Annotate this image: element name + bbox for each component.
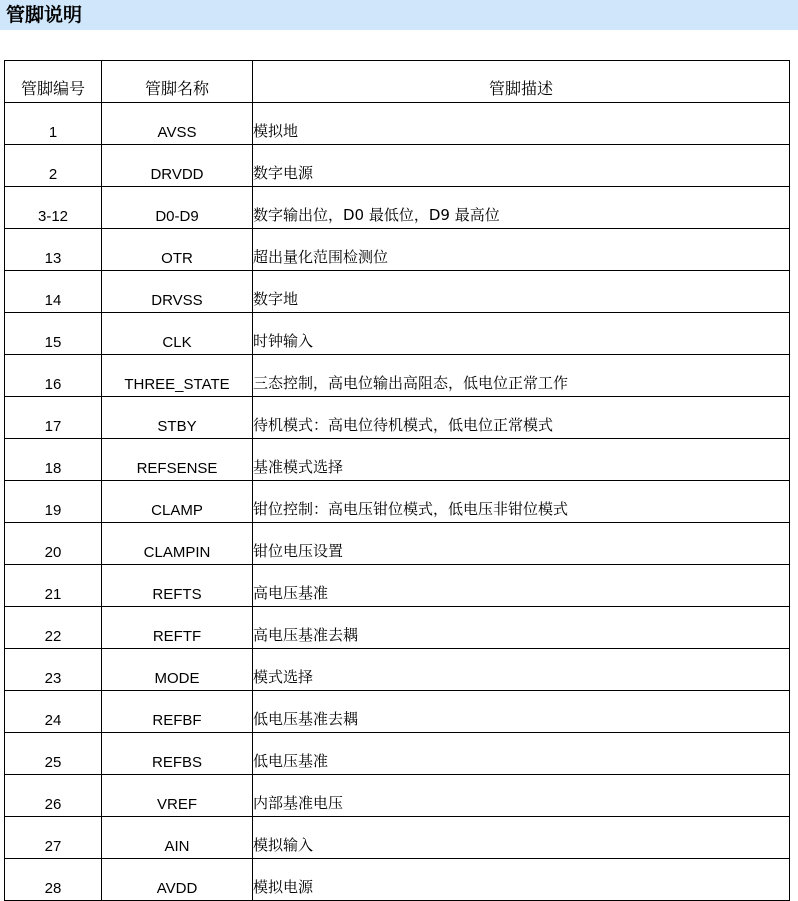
- header-pin-name: 管脚名称: [102, 61, 253, 103]
- pin-description-cell: 数字电源: [253, 145, 790, 187]
- table-row: [5, 859, 790, 901]
- pin-number-cell: 25: [5, 733, 102, 775]
- pin-number-cell: 3-12: [5, 187, 102, 229]
- table-row: [5, 733, 790, 775]
- pin-description-cell: 高电压基准去耦: [253, 607, 790, 649]
- header-pin-number: 管脚编号: [5, 61, 102, 103]
- pin-name-cell: AVSS: [102, 103, 253, 145]
- table-row: [5, 565, 790, 607]
- table-row: [5, 229, 790, 271]
- pin-description-cell: 内部基准电压: [253, 775, 790, 817]
- section-title: 管脚说明: [6, 4, 83, 26]
- pin-number-cell: 20: [5, 523, 102, 565]
- pin-description-cell: 时钟输入: [253, 313, 790, 355]
- pin-name-cell: REFTF: [102, 607, 253, 649]
- pin-table: [4, 60, 790, 901]
- pin-number-cell: 26: [5, 775, 102, 817]
- pin-name-cell: VREF: [102, 775, 253, 817]
- pin-number-cell: 19: [5, 481, 102, 523]
- pin-number-cell: 18: [5, 439, 102, 481]
- pin-description-cell: 超出量化范围检测位: [253, 229, 790, 271]
- pin-number-cell: 21: [5, 565, 102, 607]
- pin-description-cell: 基准模式选择: [253, 439, 790, 481]
- table-row: [5, 607, 790, 649]
- pin-number-cell: 24: [5, 691, 102, 733]
- pin-number-cell: 13: [5, 229, 102, 271]
- pin-name-cell: CLK: [102, 313, 253, 355]
- pin-description-cell: 数字地: [253, 271, 790, 313]
- pin-number-cell: 27: [5, 817, 102, 859]
- pin-description-cell: 高电压基准: [253, 565, 790, 607]
- pin-number-cell: 17: [5, 397, 102, 439]
- table-row: [5, 313, 790, 355]
- pin-description-cell: 三态控制，高电位输出高阻态，低电位正常工作: [253, 355, 790, 397]
- pin-description-cell: 数字输出位，D0 最低位，D9 最高位: [253, 187, 790, 229]
- table-header-row: [5, 61, 790, 103]
- table-row: [5, 817, 790, 859]
- pin-name-cell: AVDD: [102, 859, 253, 901]
- table-row: [5, 481, 790, 523]
- pin-number-cell: 15: [5, 313, 102, 355]
- pin-number-cell: 1: [5, 103, 102, 145]
- pin-description-cell: 低电压基准: [253, 733, 790, 775]
- pin-number-cell: 23: [5, 649, 102, 691]
- pin-name-cell: OTR: [102, 229, 253, 271]
- table-row: [5, 103, 790, 145]
- table-row: [5, 355, 790, 397]
- pin-name-cell: MODE: [102, 649, 253, 691]
- pin-name-cell: DRVDD: [102, 145, 253, 187]
- pin-name-cell: DRVSS: [102, 271, 253, 313]
- table-row: [5, 439, 790, 481]
- pin-description-cell: 钳位电压设置: [253, 523, 790, 565]
- pin-name-cell: THREE_STATE: [102, 355, 253, 397]
- table-row: [5, 271, 790, 313]
- pin-number-cell: 16: [5, 355, 102, 397]
- pin-name-cell: AIN: [102, 817, 253, 859]
- table-row: [5, 775, 790, 817]
- pin-description-cell: 待机模式：高电位待机模式，低电位正常模式: [253, 397, 790, 439]
- table-row: [5, 397, 790, 439]
- pin-number-cell: 28: [5, 859, 102, 901]
- pin-name-cell: D0-D9: [102, 187, 253, 229]
- table-row: [5, 691, 790, 733]
- pin-name-cell: STBY: [102, 397, 253, 439]
- pin-description-cell: 低电压基准去耦: [253, 691, 790, 733]
- pin-number-cell: 22: [5, 607, 102, 649]
- pin-name-cell: REFBF: [102, 691, 253, 733]
- table-row: [5, 145, 790, 187]
- section-header: [0, 0, 798, 30]
- pin-name-cell: CLAMP: [102, 481, 253, 523]
- pin-name-cell: REFBS: [102, 733, 253, 775]
- pin-name-cell: CLAMPIN: [102, 523, 253, 565]
- pin-number-cell: 2: [5, 145, 102, 187]
- pin-description-cell: 模拟电源: [253, 859, 790, 901]
- pin-description-cell: 模式选择: [253, 649, 790, 691]
- header-pin-description: 管脚描述: [253, 61, 790, 103]
- pin-description-cell: 模拟地: [253, 103, 790, 145]
- table-row: [5, 523, 790, 565]
- pin-description-cell: 模拟输入: [253, 817, 790, 859]
- pin-name-cell: REFSENSE: [102, 439, 253, 481]
- table-row: [5, 649, 790, 691]
- table-row: [5, 187, 790, 229]
- pin-number-cell: 14: [5, 271, 102, 313]
- table-body: [5, 103, 790, 901]
- pin-description-cell: 钳位控制：高电压钳位模式，低电压非钳位模式: [253, 481, 790, 523]
- pin-name-cell: REFTS: [102, 565, 253, 607]
